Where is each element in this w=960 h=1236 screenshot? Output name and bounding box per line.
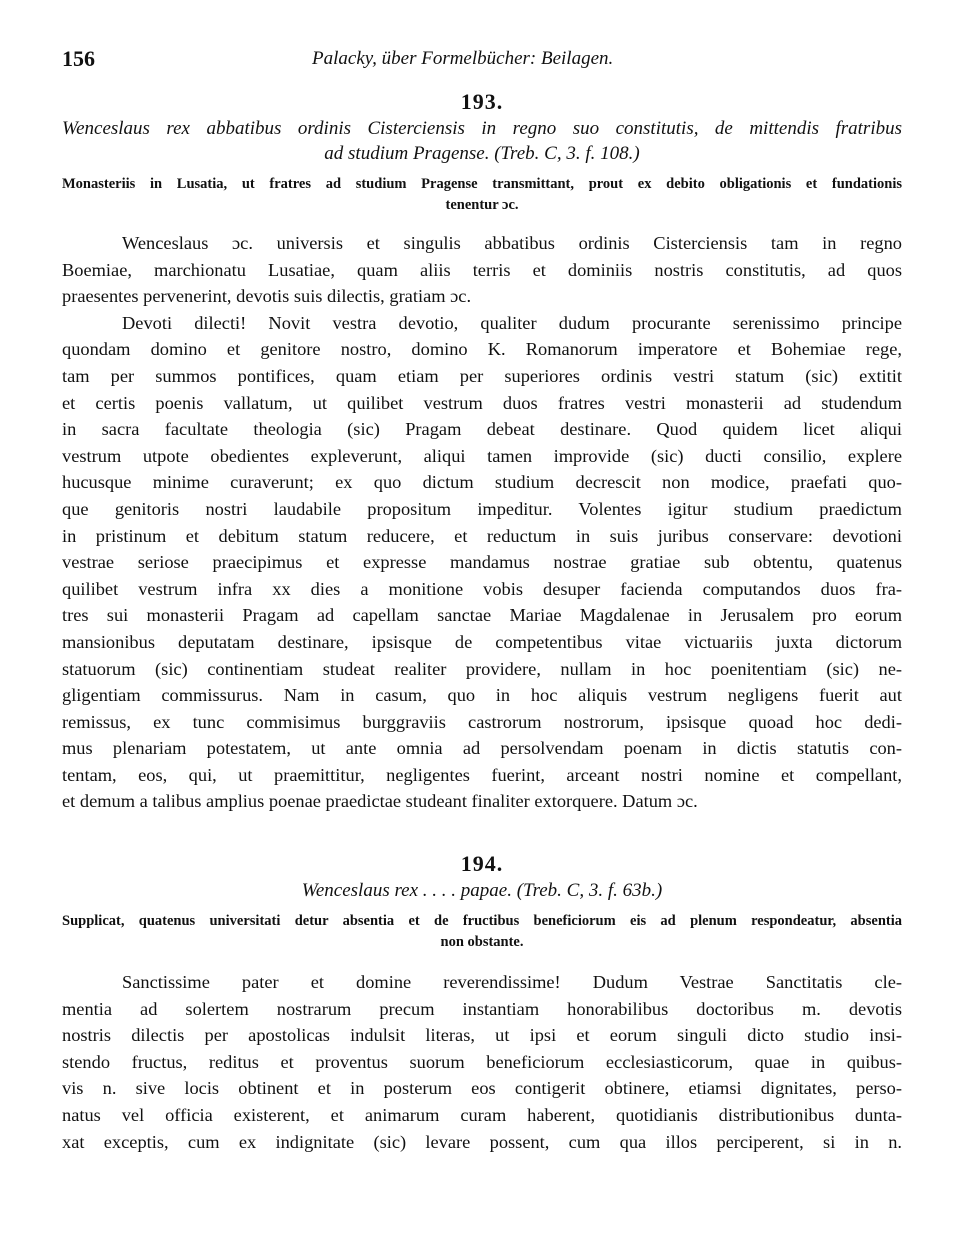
body-line: hucusque minime curaverunt; ex quo dictum studium decrescit non modice, praefati quo- (62, 472, 902, 493)
document-heading (62, 116, 902, 166)
heading-line: ad studium Pragense. (Treb. C, 3. f. 108.) (324, 143, 640, 164)
body-line: mus plenariam potestatem, ut ante omnia ad persolvendam poenam in dictis statutis con- (62, 738, 902, 759)
body-line: vestrae seriose praecipimus et expresse mandamus nostrae gratiae sub obtentu, quatenus (62, 552, 902, 573)
document-body (62, 969, 902, 1155)
summary-line: non obstante. (440, 934, 524, 950)
summary-line: tenentur ɔc. (445, 197, 519, 213)
body-line: que genitoris nostri laudabile propositum impeditur. Volentes igitur studium praedictum (62, 498, 902, 519)
body-line: in sacra facultate theologia (sic) Pragam debeat destinare. Quod quidem licet aliqui (62, 419, 902, 440)
heading-line: Wenceslaus rex . . . . papae. (Treb. C, 3. f. 63b.) (301, 880, 663, 901)
document-193 (62, 88, 902, 815)
body-line: xat exceptis, cum ex indignitate (sic) levare possent, cum qua illos perciperent, si in n. (62, 1131, 902, 1152)
running-head (62, 46, 902, 76)
body-line: natus vel officia existerent, et animarum curam haberent, quotidianis distributionibus dunta- (62, 1104, 902, 1125)
summary-line: Supplicat, quatenus universitati detur absentia et de fructibus beneficiorum eis ad plenum respondeatur, absentia (62, 913, 902, 929)
body-line: gligentiam commissurus. Nam in casum, quo in hoc aliquis vestrum negligens fuerit aut (62, 685, 902, 706)
page-number: 156 (62, 46, 95, 71)
section-number: 193. (460, 89, 504, 114)
body-line: tres sui monasterii Pragam ad capellam sanctae Mariae Magdalenae in Jerusalem pro eorum (62, 605, 902, 626)
body-line: vis n. sive locis obtinent et in posterum eos contigerit obtinere, etiamsi dignitates, perso- (62, 1078, 902, 1099)
section-number: 194. (460, 851, 504, 876)
running-title: Palacky, über Formelbücher: Beilagen. (312, 48, 614, 69)
body-line: et certis poenis vallatum, ut quilibet vestrum duos fratres vestri monasterii ad studendum (62, 392, 902, 413)
body-line: mentia ad solertem nostrarum precum instantiam honorabilibus doctoribus m. devotis (62, 998, 902, 1019)
body-line: remissus, ex tunc commisimus burggraviis castrorum nostrorum, ipsisque quoad hoc dedi- (62, 711, 902, 732)
body-line: mansionibus deputatam destinare, ipsisque de competentibus vitae victuariis juxta dictorum (62, 631, 902, 652)
body-line: vestrum utpote obedientes expleverunt, aliqui tamen improvide (sic) ducti consilio, explere (62, 445, 902, 466)
document-heading (62, 878, 902, 903)
body-line: nostris dilectis per apostolicas indulsit literas, ut ipsi et eorum singuli dicto studio insi- (62, 1025, 902, 1046)
summary-line: Monasteriis in Lusatia, ut fratres ad studium Pragense transmittant, prout ex debito obligationis et fundationis (62, 176, 902, 192)
document-summary (62, 911, 902, 953)
document-194 (62, 850, 902, 1155)
body-line: tentam, eos, qui, ut praemittitur, negligentes fuerint, arceant nostri nomine et compellant, (62, 764, 902, 785)
body-line: Sanctissime pater et domine reverendissime! Dudum Vestrae Sanctitatis cle- (122, 972, 902, 992)
body-line: Devoti dilecti! Novit vestra devotio, qualiter dudum procurante serenissimo principe (122, 312, 902, 333)
body-line: quilibet vestrum infra xx dies a monitione vobis desuper facienda computandos duos fra- (62, 578, 902, 599)
body-line: quondam domino et genitore nostro, domino K. Romanorum imperatore et Bohemiae rege, (62, 339, 902, 360)
document-summary (62, 174, 902, 216)
body-line: tam per summos pontifices, quam etiam per superiores ordinis vestri statum (sic) extitit (62, 365, 902, 386)
body-line: Boemiae, marchionatu Lusatiae, quam aliis terris et dominiis nostris constitutis, ad quos (62, 259, 902, 280)
document-body (62, 230, 902, 815)
body-line: et demum a talibus amplius poenae praedictae studeant finaliter extorquere. Datum ɔc. (62, 791, 698, 812)
body-line: statuorum (sic) continentiam studeat realiter providere, nullam in hoc poenitentiam (sic) ne- (62, 658, 902, 679)
body-line: praesentes pervenerint, devotis suis dilectis, gratiam ɔc. (62, 286, 472, 307)
body-line: in pristinum et debitum statum reducere, et reductum in suis juribus conservare: devotioni (62, 525, 902, 546)
heading-line: Wenceslaus rex abbatibus ordinis Cisterciensis in regno suo constitutis, de mittendis fratribus (62, 118, 902, 139)
body-line: Wenceslaus ɔc. universis et singulis abbatibus ordinis Cisterciensis tam in regno (122, 233, 902, 253)
body-line: stendo fructus, reditus et proventus suorum beneficiorum ecclesiasticorum, quae in quibus- (62, 1051, 902, 1072)
